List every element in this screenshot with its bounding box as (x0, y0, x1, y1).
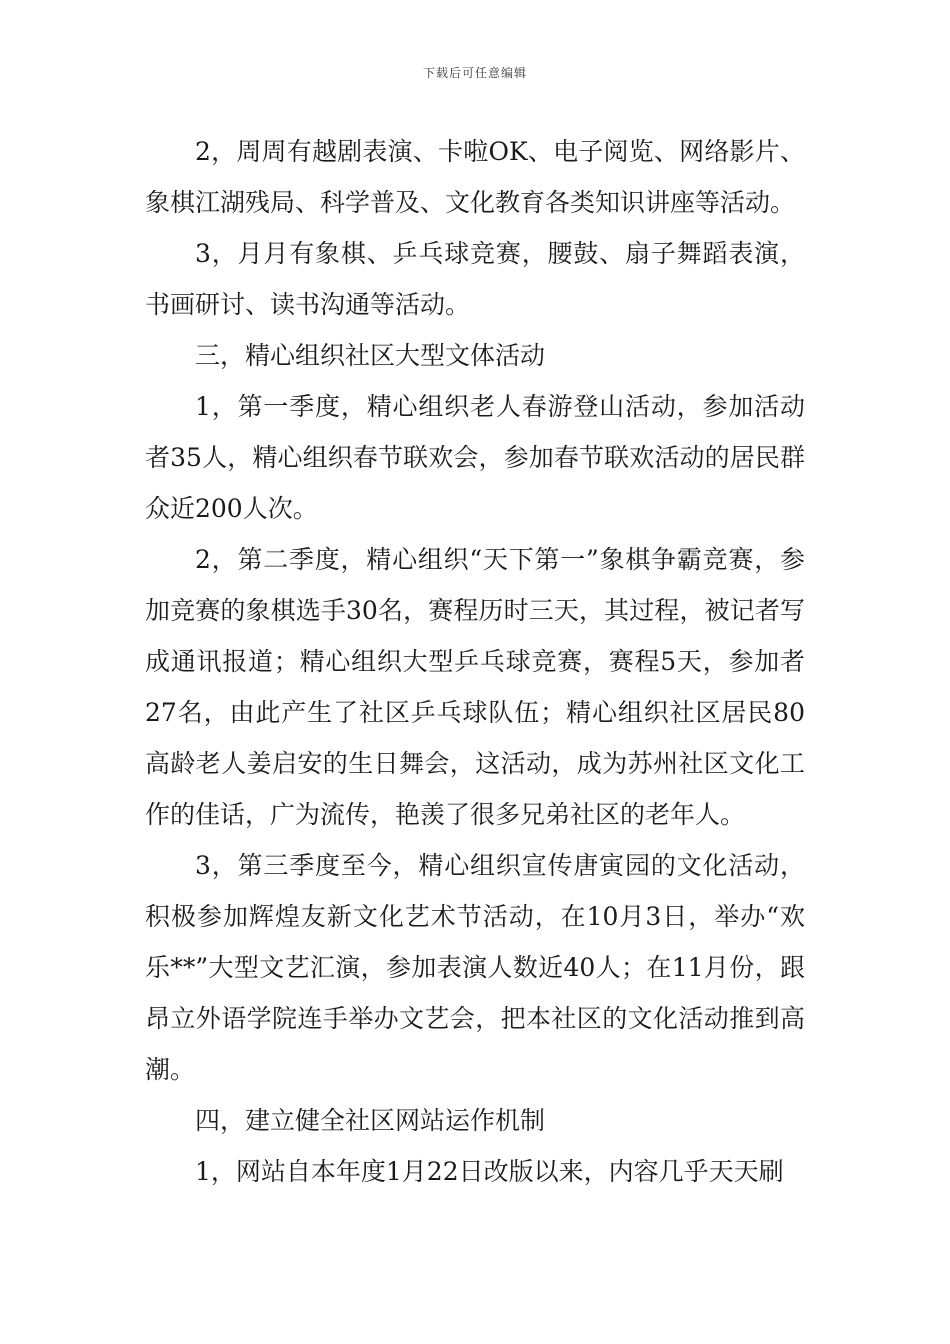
section-heading-3: 三，精心组织社区大型文体活动 (195, 341, 546, 370)
paragraph-monthly-activities: 3，月月有象棋、乒乓球竞赛，腰鼓、扇子舞蹈表演，书画研讨、读书沟通等活动。 (145, 239, 805, 319)
document-body (145, 126, 805, 1197)
section-heading-4: 四，建立健全社区网站运作机制 (195, 1106, 546, 1135)
paragraph-second-quarter: 2，第二季度，精心组织“天下第一”象棋争霸竞赛，参加竞赛的象棋选手30名，赛程历时三天，其过程，被记者写成通讯报道；精心组织大型乒乓球竞赛，赛程5天，参加者27名，由此产生了社区乒乓球队伍；精心组织社区居民80高龄老人姜启安的生日舞会，这活动，成为苏州社区文化工作的佳话，广为流传，艳羡了很多兄弟社区的老年人。 (145, 545, 805, 829)
paragraph-first-quarter: 1，第一季度，精心组织老人春游登山活动，参加活动者35人，精心组织春节联欢会，参加春节联欢活动的居民群众近200人次。 (145, 392, 805, 523)
page-header: 下载后可任意编辑 (422, 66, 527, 80)
paragraph-third-quarter: 3，第三季度至今，精心组织宣传唐寅园的文化活动，积极参加辉煌友新文化艺术节活动，在10月3日，举办“欢乐**”大型文艺汇演，参加表演人数近40人；在11月份，跟昂立外语学院连手举办文艺会，把本社区的文化活动推到高潮。 (145, 851, 805, 1084)
paragraph-website: 1，网站自本年度1月22日改版以来，内容几乎天天刷 (195, 1157, 784, 1186)
paragraph-weekly-activities: 2，周周有越剧表演、卡啦OK、电子阅览、网络影片、象棋江湖残局、科学普及、文化教育各类知识讲座等活动。 (145, 137, 805, 217)
